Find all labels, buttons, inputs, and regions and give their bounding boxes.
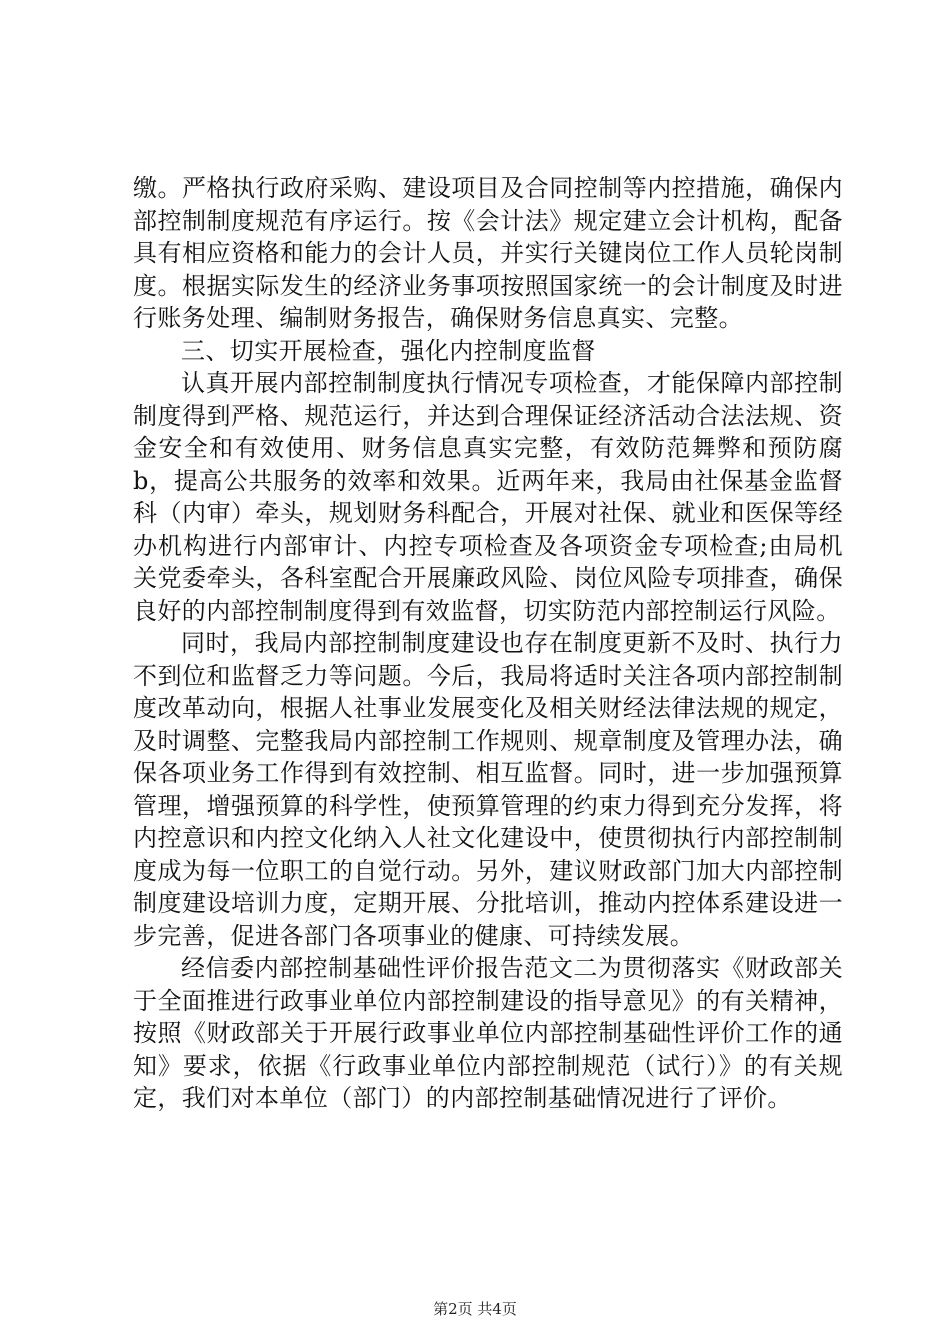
paragraph-continuation: 缴。严格执行政府采购、建设项目及合同控制等内控措施，确保内部控制制度规范有序运行。按《会计法》规定建立会计机构，配备具有相应资格和能力的会计人员，并实行关键岗位工作人员轮岗制度。根据实际发生的经济业务事项按照国家统一的会计制度及时进行账务处理、编制财务报告，确保财务信息真实、完整。 xyxy=(133,174,843,332)
section-heading: 三、切实开展检查，强化内控制度监督 xyxy=(181,336,596,365)
paragraph-issues: 同时，我局内部控制制度建设也存在制度更新不及时、执行力不到位和监督乏力等问题。今后，我局将适时关注各项内部控制制度改革动向，根据人社事业发展变化及相关财经法律法规的规定，及时调整、完整我局内部控制工作规则、规章制度及管理办法，确保各项业务工作得到有效控制、相互监督。同时，进一步加强预算管理，增强预算的科学性，使预算管理的约束力得到充分发挥，将内控意识和内控文化纳入人社文化建设中，使贯彻执行内部控制制度成为每一位职工的自觉行动。另外，建议财政部门加大内部控制制度建设培训力度，定期开展、分批培训，推动内控体系建设进一步完善，促进各部门各项事业的健康、可持续发展。 xyxy=(133,629,843,950)
document-body xyxy=(133,172,843,1115)
page-number-footer: 第2页 共4页 xyxy=(433,1300,517,1318)
paragraph-report-two: 经信委内部控制基础性评价报告范文二为贯彻落实《财政部关于全面推进行政事业单位内部控制建设的指导意见》的有关精神，按照《财政部关于开展行政事业单位内部控制基础性评价工作的通知》要求，依据《行政事业单位内部控制规范（试行）》的有关规定，我们对本单位（部门）的内部控制基础情况进行了评价。 xyxy=(133,954,843,1112)
paragraph-inspection: 认真开展内部控制制度执行情况专项检查，才能保障内部控制制度得到严格、规范运行，并达到合理保证经济活动合法法规、资金安全和有效使用、财务信息真实完整，有效防范舞弊和预防腐b，提高公共服务的效率和效果。近两年来，我局由社保基金监督科（内审）牵头，规划财务科配合，开展对社保、就业和医保等经办机构进行内部审计、内控专项检查及各项资金专项检查;由局机关党委牵头，各科室配合开展廉政风险、岗位风险专项排查，确保良好的内部控制制度得到有效监督，切实防范内部控制运行风险。 xyxy=(133,369,843,625)
